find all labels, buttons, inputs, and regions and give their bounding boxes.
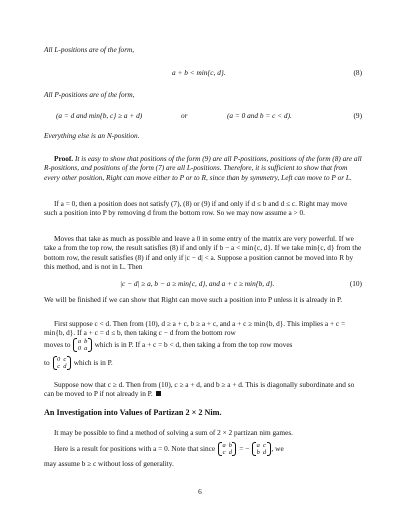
matrix-cell: a bbox=[77, 338, 82, 346]
matrix-cell: b bbox=[256, 449, 260, 457]
proof-paragraph-6 bbox=[44, 380, 362, 399]
proof-label: Proof. bbox=[54, 154, 74, 163]
equation-9-left: (a = d and min{b, c} ≥ a + d) bbox=[56, 111, 143, 120]
section-paragraph-1: It may be possible to find a method of solving a sum of 2 × 2 partizan nim games. bbox=[54, 428, 293, 437]
matrix-cell: 0 bbox=[77, 345, 82, 353]
moves-to-text: moves to bbox=[44, 340, 71, 349]
equation-9-right: (a = 0 and b = c < d). bbox=[227, 111, 292, 120]
proof-paragraph-2: If a = 0, then a position does not satisfy (7), (8) or (9) if and only if d ≤ b and d ≤ c. Right may move such a position into P by removing d from the bottom row. So we may now assume a > 0. bbox=[44, 199, 348, 218]
to-post-text: which is in P. bbox=[73, 358, 113, 367]
matrix-cell: d bbox=[63, 363, 67, 371]
section-heading: An Investigation into Values of Partizan 2 × 2 Nim. bbox=[44, 408, 222, 417]
equation-9-or: or bbox=[181, 111, 188, 120]
matrix-a-c-b-d bbox=[252, 442, 270, 456]
moves-to-post-text: which is in P. If a + c = b < d, then taking a from the top row moves bbox=[94, 340, 293, 349]
matrix-cell: c bbox=[57, 363, 61, 371]
l-positions-intro: All L-positions are of the form, bbox=[44, 45, 135, 54]
proof-paragraph-5-line-b bbox=[44, 337, 362, 353]
equation-10: |c − d| ≥ a, b − a ≥ min{c, d}, and a + c ≥ min{b, d}. bbox=[120, 279, 275, 288]
matrix-cell: c bbox=[263, 442, 266, 450]
section-paragraph-2-line-2: may assume b ≥ c without loss of generality. bbox=[44, 459, 174, 468]
proof-paragraph-6-text: Suppose now that c ≥ d. Then from (10), c ≥ a + d, and b ≥ a + d. This is diagonally subordinate and so can be moved to P if not already in P. bbox=[44, 380, 355, 399]
matrix-cell: 0 bbox=[57, 356, 61, 364]
equation-9-number: (9) bbox=[353, 111, 362, 120]
section-paragraph-2-post: , we bbox=[271, 444, 284, 453]
matrix-cell: a bbox=[222, 442, 226, 450]
matrix-cell: b bbox=[84, 338, 88, 346]
matrix-cell: d bbox=[228, 449, 232, 457]
equation-8: a + b < min{c, d}. bbox=[172, 68, 226, 77]
p-positions-intro: All P-positions are of the form, bbox=[44, 90, 135, 99]
matrix-cell: c bbox=[222, 449, 226, 457]
matrix-cell: b bbox=[228, 442, 232, 450]
proof-paragraph-5-line-c bbox=[44, 355, 362, 371]
section-paragraph-2 bbox=[44, 441, 362, 457]
to-text: to bbox=[44, 358, 50, 367]
matrix-cell: a bbox=[256, 442, 260, 450]
proof-paragraph-3: Moves that take as much as possible and leave a 0 in some entry of the matrix are very powerful. If we take a from the top row, the result satisfies (8) if and only if b − a < min{c, d}. If we take min{c, d} from the bottom row, the result satisfies (8) if and only if |c − d| < a. Suppose a position cannot be moved into R by this method, and is not in L. Then bbox=[44, 234, 362, 272]
proof-paragraph-1-text: It is easy to show that positions of the form (9) are all P-positions, positions of the form (8) are all R-positions, and positions of the form (7) are all L-positions. Therefore, it is sufficient to show that from every other position, Right can move either to P or to R, since than by symmetry, Left can move to P or L. bbox=[44, 154, 362, 182]
n-position-statement: Everything else is an N-position. bbox=[44, 131, 140, 140]
equals-negative-sign: = − bbox=[239, 444, 250, 453]
section-paragraph-2-text: Here is a result for positions with a = 0. Note that since bbox=[54, 444, 216, 453]
matrix-0-c-c-d bbox=[53, 356, 71, 370]
matrix-a-b-0-a bbox=[73, 338, 91, 352]
qed-square-icon bbox=[156, 391, 161, 396]
equation-10-number: (10) bbox=[349, 279, 362, 288]
matrix-cell: c bbox=[63, 356, 67, 364]
matrix-cell: a bbox=[84, 345, 88, 353]
proof-paragraph-4: We will be finished if we can show that Right can move such a position into P unless it is already in P. bbox=[44, 295, 343, 304]
equation-8-number: (8) bbox=[353, 68, 362, 77]
proof-paragraph-1 bbox=[44, 154, 362, 182]
matrix-a-b-c-d bbox=[218, 442, 236, 456]
matrix-cell: d bbox=[262, 449, 267, 457]
page-number: 6 bbox=[198, 487, 202, 496]
proof-paragraph-5: First suppose c < d. Then from (10), d ≥ a + c, b ≥ a + c, and a + c ≥ min{b, d}. This implies a + c = min{b, d}. If a + c = d ≤ b, then taking c − d from the bottom row bbox=[44, 319, 346, 338]
